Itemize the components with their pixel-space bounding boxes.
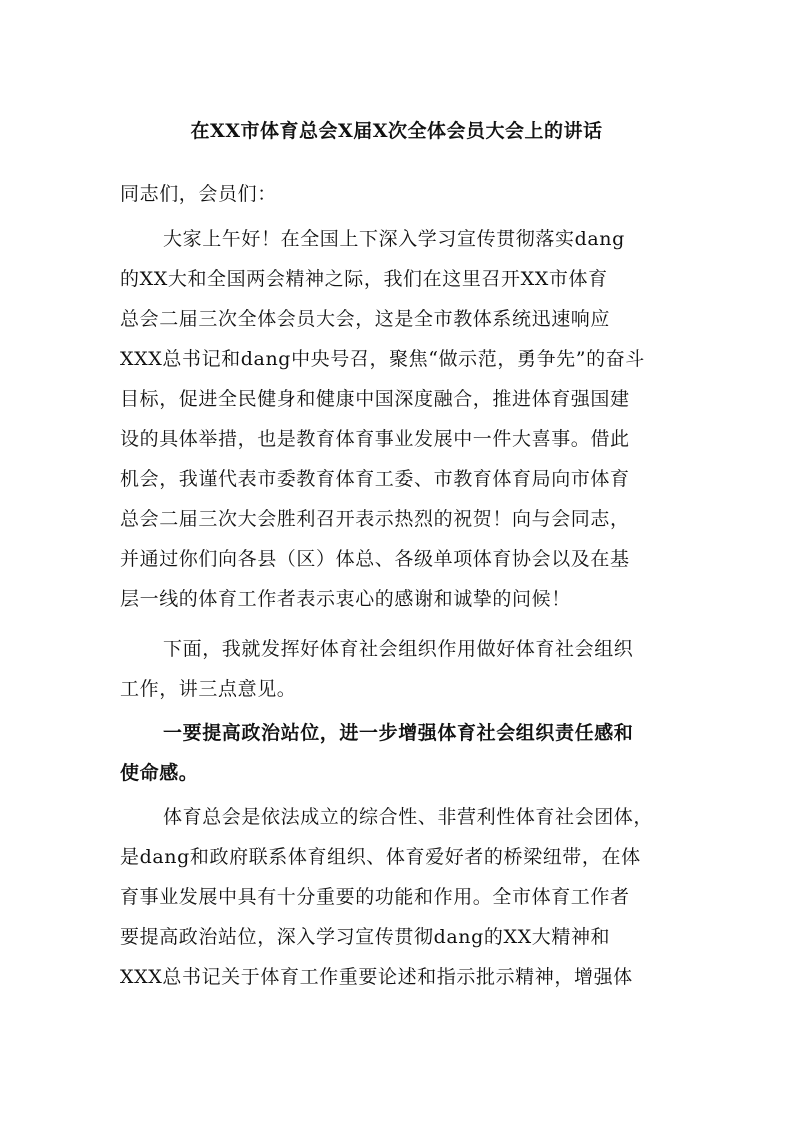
paragraph-3-line-1: 体育总会是依法成立的综合性、非营利性体育社会团体，	[163, 806, 654, 828]
paragraph-1-line-2: 的XX大和全国两会精神之际，我们在这里召开XX市体育	[120, 268, 608, 290]
paragraph-1-line-8: 总会二届三次大会胜利召开表示热烈的祝贺！向与会同志，	[120, 508, 630, 530]
paragraph-1-line-4: XXX总书记和dang中央号召，聚焦“做示范，勇争先”的奋斗	[120, 348, 645, 370]
paragraph-1-line-9: 并通过你们向各县（区）体总、各级单项体育协会以及在基	[120, 548, 630, 570]
paragraph-1-line-1: 大家上午好！在全国上下深入学习宣传贯彻落实dang	[163, 228, 625, 250]
section-heading-line-1: 一要提高政治站位，进一步增强体育社会组织责任感和	[163, 722, 634, 744]
paragraph-2-line-2: 工作，讲三点意见。	[120, 678, 297, 700]
document-title: 在XX市体育总会X届X次全体会员大会上的讲话	[190, 120, 603, 142]
paragraph-3-line-2: 是dang和政府联系体育组织、体育爱好者的桥梁纽带，在体	[120, 846, 641, 868]
paragraph-3-line-3: 育事业发展中具有十分重要的功能和作用。全市体育工作者	[120, 886, 630, 908]
paragraph-1-line-10: 层一线的体育工作者表示衷心的感谢和诚挚的问候！	[120, 588, 571, 610]
section-heading-line-2: 使命感。	[120, 762, 199, 784]
paragraph-1-line-7: 机会，我谨代表市委教育体育工委、市教育体育局向市体育	[120, 468, 630, 490]
paragraph-3-line-4: 要提高政治站位，深入学习宣传贯彻dang的XX大精神和	[120, 926, 611, 948]
paragraph-1-line-5: 目标，促进全民健身和健康中国深度融合，推进体育强国建	[120, 388, 630, 410]
paragraph-2-line-1: 下面，我就发挥好体育社会组织作用做好体育社会组织	[163, 638, 634, 660]
paragraph-3-line-5: XXX总书记关于体育工作重要论述和指示批示精神，增强体	[120, 966, 633, 988]
paragraph-1-line-6: 设的具体举措，也是教育体育事业发展中一件大喜事。借此	[120, 428, 630, 450]
greeting: 同志们，会员们：	[120, 183, 277, 205]
paragraph-1-line-3: 总会二届三次全体会员大会，这是全市教体系统迅速响应	[120, 308, 611, 330]
